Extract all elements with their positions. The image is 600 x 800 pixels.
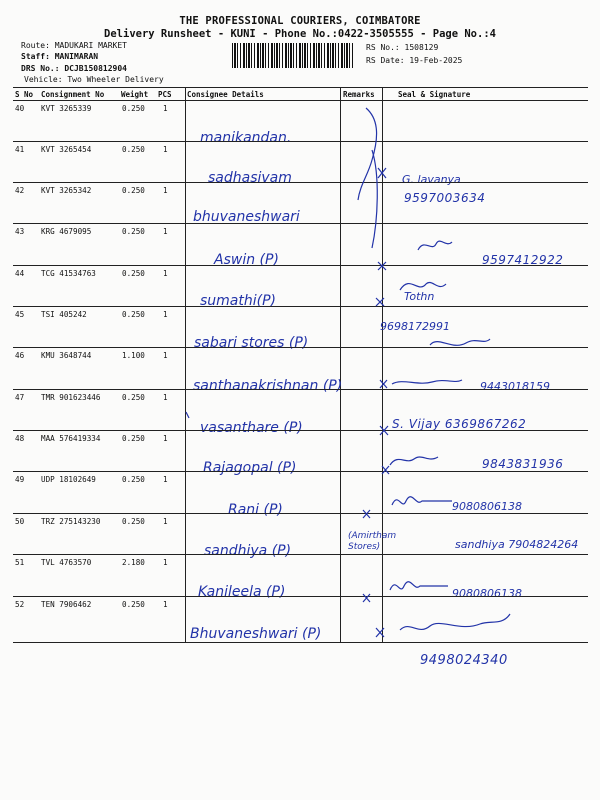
row-seal-signature: 9080806138: [452, 587, 522, 600]
row-consignment: TSI 405242: [41, 310, 87, 319]
row-seal-signature: 9443018159: [480, 380, 550, 393]
row-consignment: MAA 576419334: [41, 434, 101, 443]
drs-value: DCJB150812904: [64, 64, 127, 73]
cross-mark-48: [382, 466, 389, 474]
row-seal-signature: Tothn: [404, 290, 435, 303]
row-sno: 45: [15, 310, 25, 319]
row-weight: 0.250: [122, 104, 145, 113]
row-consignment: TVL 4763570: [41, 558, 92, 567]
row-sno: 46: [15, 351, 25, 360]
row-sno: 47: [15, 393, 25, 402]
row-pcs: 1: [163, 393, 168, 402]
row-seal-signature: 9498024340: [420, 653, 508, 668]
company-title: THE PROFESSIONAL COURIERS, COIMBATORE: [179, 15, 421, 27]
row-consignee-handwritten: santhanakrishnan (P): [193, 378, 343, 394]
row-consignee-handwritten: Rajagopal (P): [203, 460, 297, 476]
cross-mark-52: [376, 628, 384, 637]
row-sno: 40: [15, 104, 25, 113]
row-seal-signature: 9597003634: [404, 191, 486, 205]
vehicle-value: Two Wheeler Delivery: [67, 75, 164, 84]
row-weight: 0.250: [122, 434, 145, 443]
row-consignment: TRZ 275143230: [41, 517, 101, 526]
row-weight: 0.250: [122, 227, 145, 236]
row-consignee-handwritten: bhuvaneshwari: [193, 209, 300, 225]
cross-mark-47: [380, 426, 388, 435]
route-line: Route: MADUKARI MARKET: [21, 41, 127, 50]
row-consignee-handwritten: sandhiya (P): [204, 543, 292, 559]
row-consignee-handwritten: Aswin (P): [214, 252, 279, 268]
vehicle-line: Vehicle: Two Wheeler Delivery: [24, 75, 164, 84]
row-consignment: KVT 3265339: [41, 104, 92, 113]
row-weight: 0.250: [122, 517, 145, 526]
remarks-note: (Amirtham Stores): [348, 531, 397, 552]
row-consignment: KMU 3648744: [41, 351, 92, 360]
row-weight: 0.250: [122, 310, 145, 319]
row-consignee-handwritten: sadhasivam: [208, 170, 292, 186]
row-consignee-handwritten: Kanileela (P): [198, 584, 286, 600]
row-pcs: 1: [163, 310, 168, 319]
row-consignee-handwritten: sumathi(P): [200, 293, 277, 309]
row-sno: 48: [15, 434, 25, 443]
row-weight: 0.250: [122, 269, 145, 278]
row-pcs: 1: [163, 351, 168, 360]
row-seal-signature: G. lavanya: [402, 173, 461, 186]
row-weight: 0.250: [122, 600, 145, 609]
signature-scribble-43: [418, 241, 452, 250]
row-weight: 0.250: [122, 186, 145, 195]
row-weight: 1.100: [122, 351, 145, 360]
row-sno: 44: [15, 269, 25, 278]
row-sno: 49: [15, 475, 25, 484]
signature-scribble-51: [390, 582, 448, 590]
column-header-weight: Weight: [121, 90, 149, 99]
cross-mark-51: [363, 594, 370, 602]
cross-mark-43: [378, 262, 386, 270]
staff-line: Staff: MANIMARAN: [21, 52, 99, 61]
signature-scribble-49: [392, 497, 452, 505]
column-header-consignee: Consignee Details: [187, 90, 264, 99]
signature-scribble-52: [400, 614, 510, 630]
cross-mark-41: [378, 168, 386, 178]
row-consignee-handwritten: vasanthare (P): [200, 420, 303, 436]
row-sno: 42: [15, 186, 25, 195]
row-pcs: 1: [163, 600, 168, 609]
row-pcs: 1: [163, 517, 168, 526]
column-header-seal: Seal & Signature: [398, 90, 471, 99]
signature-scribble-44: [400, 282, 446, 290]
route-value: MADUKARI MARKET: [54, 41, 127, 50]
row-consignee-handwritten: Bhuvaneshwari (P): [190, 626, 322, 642]
row-sno: 50: [15, 517, 25, 526]
staff-value: MANIMARAN: [54, 52, 99, 61]
remarks-check-stroke: [372, 150, 377, 248]
row-pcs: 1: [163, 269, 168, 278]
row-consignment: TCG 41534763: [41, 269, 96, 278]
row-seal-signature: 9597412922: [482, 253, 564, 267]
row-consignee-handwritten: Rani (P): [228, 502, 283, 518]
row-pcs: 1: [163, 558, 168, 567]
row-consignment: KVT 3265342: [41, 186, 92, 195]
row-seal-signature: 9843831936: [482, 457, 564, 471]
signature-scribble-48: [390, 457, 438, 465]
cross-mark-46: [380, 380, 387, 388]
row-weight: 0.250: [122, 475, 145, 484]
row-pcs: 1: [163, 475, 168, 484]
row-consignee-handwritten: sabari stores (P): [194, 335, 309, 351]
row-pcs: 1: [163, 145, 168, 154]
cross-mark-49: [363, 510, 370, 518]
row-seal-signature: 9698172991: [380, 320, 450, 333]
row-pcs: 1: [163, 186, 168, 195]
row-seal-signature: S. Vijay 6369867262: [392, 417, 527, 431]
rs-no-line: RS No.: 1508129: [366, 43, 439, 52]
row-pcs: 1: [163, 104, 168, 113]
row-weight: 2.180: [122, 558, 145, 567]
rs-date-line: RS Date: 19-Feb-2025: [366, 56, 463, 65]
row-weight: 0.250: [122, 393, 145, 402]
cross-mark-44: [376, 298, 384, 306]
row-consignment: TEN 7906462: [41, 600, 92, 609]
row-consignment: KRG 4679095: [41, 227, 92, 236]
signature-scribble-45: [430, 339, 490, 345]
rs-date-value: 19-Feb-2025: [409, 56, 463, 65]
row-seal-signature: 9080806138: [452, 500, 522, 513]
row-pcs: 1: [163, 227, 168, 236]
row-consignment: UDP 18102649: [41, 475, 96, 484]
column-header-pcs: PCS: [158, 90, 172, 99]
row-consignment: KVT 3265454: [41, 145, 92, 154]
row-consignment: TMR 901623446: [41, 393, 101, 402]
rs-no-value: 1508129: [404, 43, 439, 52]
row-pcs: 1: [163, 434, 168, 443]
row-sno: 43: [15, 227, 25, 236]
row-sno: 51: [15, 558, 25, 567]
row-weight: 0.250: [122, 145, 145, 154]
column-header-remarks: Remarks: [343, 90, 375, 99]
remarks-bracket-stroke: [358, 108, 377, 200]
consignee-tick-47: [186, 412, 189, 418]
column-header-consignment: Consignment No: [41, 90, 105, 99]
row-seal-signature: sandhiya 7904824264: [455, 538, 579, 551]
drs-line: DRS No.: DCJB150812904: [21, 64, 127, 73]
row-sno: 52: [15, 600, 25, 609]
signature-scribble-46: [392, 380, 462, 384]
column-header-sno: S No: [15, 90, 34, 99]
runsheet-subtitle: Delivery Runsheet - KUNI - Phone No.:0422-3505555 - Page No.:4: [104, 28, 496, 40]
row-sno: 41: [15, 145, 25, 154]
row-consignee-handwritten: manikandan.: [200, 130, 292, 146]
